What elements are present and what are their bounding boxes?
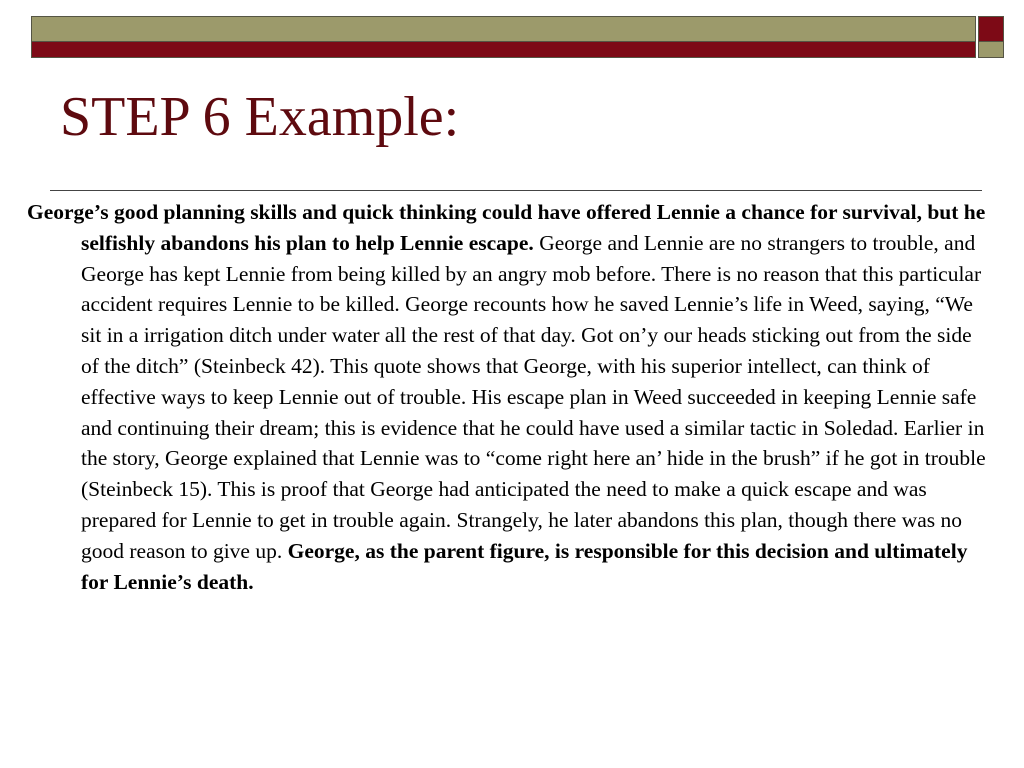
header-banner-maroon-bar [31,42,976,58]
slide-title: STEP 6 Example: [60,86,460,148]
header-banner-olive-bar [31,16,976,42]
paragraph-body: George and Lennie are no strangers to trouble, and George has kept Lennie from being killed by an angry mob before. There is no reason that this particular accident requires Lennie to be killed. George recounts how he saved Lennie’s life in Weed, saying, “We sit in a irrigation ditch under water all the rest of that day. Got on’y our heads sticking out from the side of the ditch” (Steinbeck 42). This quote shows that George, with his superior intellect, can think of effective ways to keep Lennie out of trouble. His escape plan in Weed succeeded in keeping Lennie safe and continuing their dream; this is evidence that he could have used a similar tactic in Soledad. Earlier in the story, George explained that Lennie was to “come right here an’ hide in the brush” if he got in trouble (Steinbeck 15). This is proof that George had anticipated the need to make a quick escape and was prepared for Lennie to get in trouble again. Strangely, he later abandons this plan, though there was no good reason to give up. [81,230,986,563]
concluding-sentence: George, as the parent figure, is responsible for this decision and ultimately for Lennie’s death. [81,538,968,594]
header-corner-olive-square [978,42,1004,58]
header-corner-maroon-square [978,16,1004,42]
title-divider [50,190,982,191]
topic-sentence: George’s good planning skills and quick thinking could have offered Lennie a chance for survival, but he selfishly abandons his plan to help Lennie escape. [27,200,986,255]
example-paragraph [27,197,990,597]
